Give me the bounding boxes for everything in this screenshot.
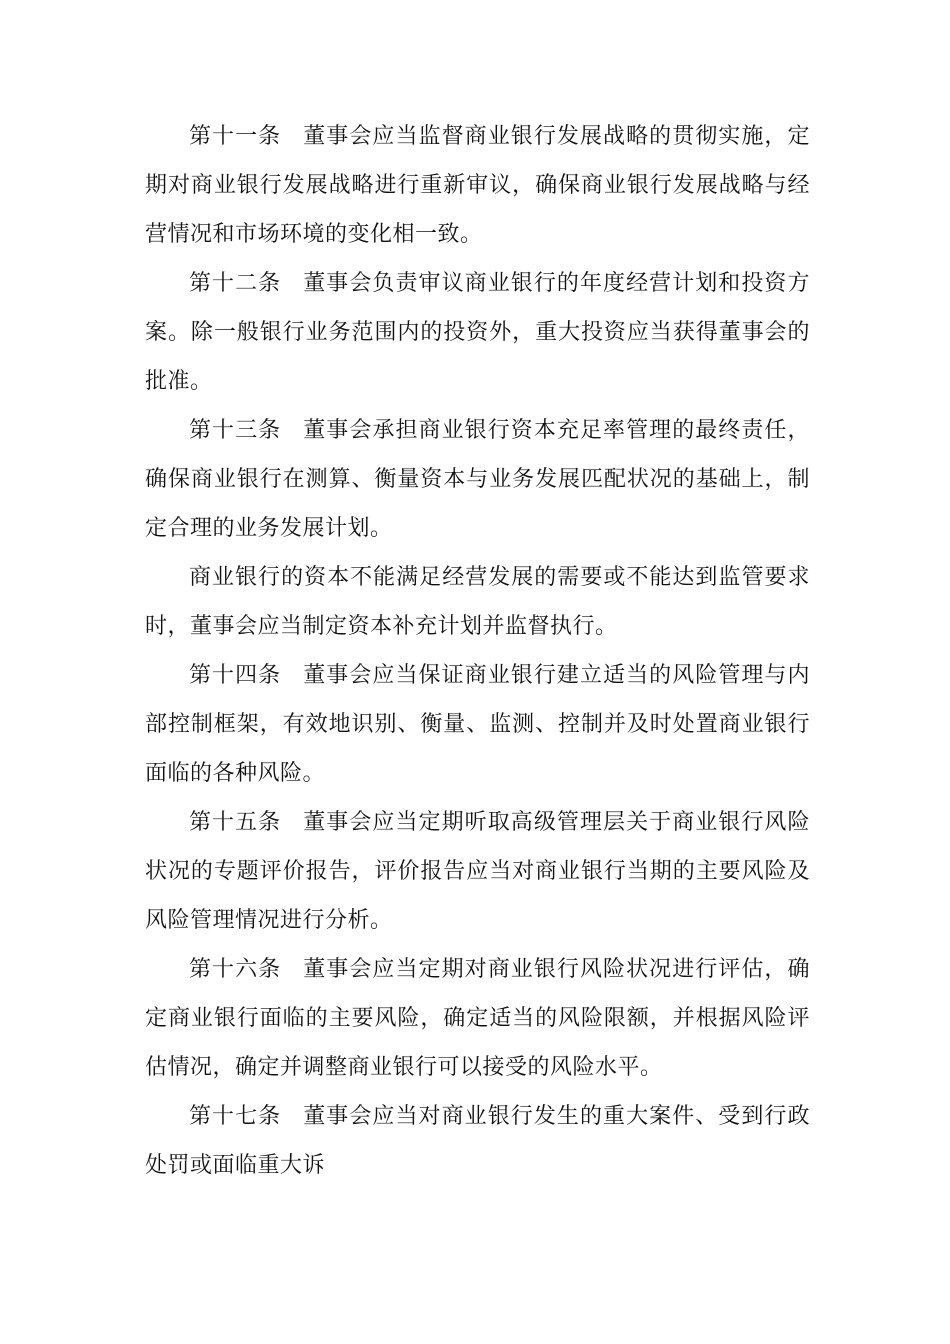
article-text: 董事会应当定期对商业银行风险状况进行评估，确定商业银行面临的主要风险，确定适当的风险限额，并根据风险评估情况，确定并调整商业银行可以接受的风险水平。 xyxy=(145,957,810,1080)
article-number: 第十二条 xyxy=(189,271,282,296)
article-number: 第十五条 xyxy=(189,810,282,835)
article-text: 商业银行的资本不能满足经营发展的需要或不能达到监管要求时，董事会应当制定资本补充计划并监督执行。 xyxy=(145,565,810,639)
article-text: 董事会应当定期听取高级管理层关于商业银行风险状况的专题评价报告，评价报告应当对商业银行当期的主要风险及风险管理情况进行分析。 xyxy=(145,810,810,933)
article-paragraph xyxy=(145,651,810,798)
article-number: 第十七条 xyxy=(189,1104,282,1129)
article-text: 董事会应当对商业银行发生的重大案件、受到行政处罚或面临重大诉 xyxy=(145,1104,810,1178)
article-number: 第十六条 xyxy=(189,957,282,982)
article-text: 董事会承担商业银行资本充足率管理的最终责任，确保商业银行在测算、衡量资本与业务发展匹配状况的基础上，制定合理的业务发展计划。 xyxy=(145,418,810,541)
article-paragraph xyxy=(145,406,810,553)
article-paragraph xyxy=(145,1092,810,1190)
article-text: 董事会应当保证商业银行建立适当的风险管理与内部控制框架，有效地识别、衡量、监测、控制并及时处置商业银行面临的各种风险。 xyxy=(145,663,810,786)
continuation-paragraph xyxy=(145,553,810,651)
article-paragraph xyxy=(145,945,810,1092)
article-text: 董事会应当监督商业银行发展战略的贯彻实施，定期对商业银行发展战略进行重新审议，确保商业银行发展战略与经营情况和市场环境的变化相一致。 xyxy=(145,124,810,247)
article-number: 第十三条 xyxy=(189,418,282,443)
article-paragraph xyxy=(145,798,810,945)
article-paragraph xyxy=(145,259,810,406)
article-number: 第十四条 xyxy=(189,663,282,688)
article-text: 董事会负责审议商业银行的年度经营计划和投资方案。除一般银行业务范围内的投资外，重大投资应当获得董事会的批准。 xyxy=(145,271,810,394)
document-page xyxy=(145,112,810,1190)
article-number: 第十一条 xyxy=(189,124,282,149)
article-paragraph xyxy=(145,112,810,259)
